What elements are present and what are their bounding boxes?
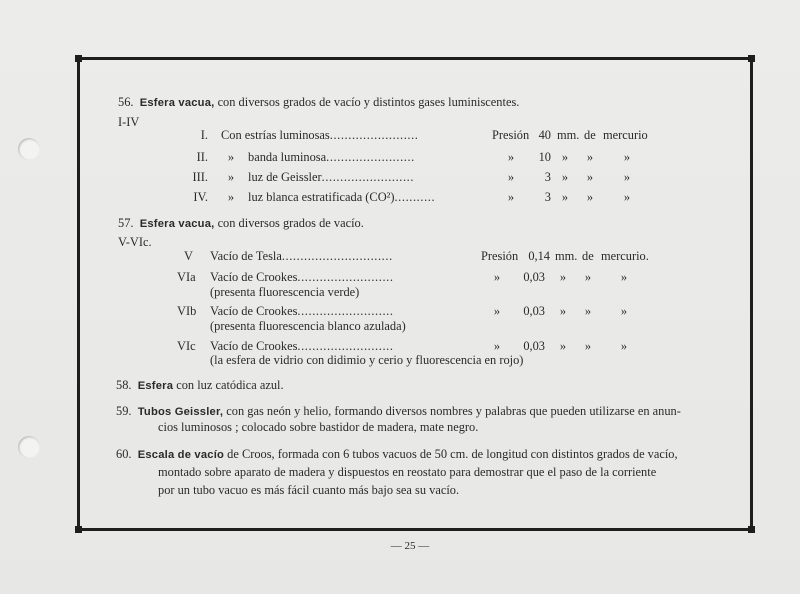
row-label: VIc (177, 339, 196, 353)
item-57-range: V-VIc. (118, 235, 152, 249)
ditto-mark: » (559, 270, 567, 284)
row-description: Con estrías luminosas........................ (221, 128, 419, 142)
row-description: banda luminosa........................ (248, 150, 415, 164)
row-value: 0,03 (523, 304, 545, 318)
item-60-line-3: por un tubo vacuo es más fácil cuanto más bajo sea su vacío. (158, 483, 460, 497)
row-description: Vacío de Crookes.......................... (210, 304, 394, 318)
row-label: II. (196, 150, 208, 164)
item-60-line-1 (116, 447, 678, 462)
row-label: IV. (193, 190, 208, 204)
ditto-mark: » (227, 190, 235, 204)
frame-right-border (750, 57, 753, 531)
row-value: 3 (544, 190, 551, 204)
row-unit: mm. (555, 249, 578, 263)
item-number: 56. (118, 95, 134, 109)
punch-hole-bottom (18, 436, 40, 458)
frame-corner (748, 526, 755, 533)
row-unit: mm. (557, 128, 580, 142)
item-title: Esfera (137, 380, 174, 392)
row-label: I. (200, 128, 208, 142)
item-title: Escala de vacío (137, 449, 225, 461)
ditto-mark: » (559, 304, 567, 318)
row-value: 0,03 (523, 339, 545, 353)
ditto-mark: » (586, 170, 594, 184)
row-label: V (184, 249, 193, 263)
row-description: luz de Geissler......................... (248, 170, 415, 184)
ditto-mark: » (561, 170, 569, 184)
row-label: VIa (177, 270, 196, 284)
item-number: 57. (118, 216, 134, 230)
ditto-mark: » (561, 150, 569, 164)
row-value: 40 (538, 128, 551, 142)
row-unit: de (584, 128, 596, 142)
row-label: III. (192, 170, 208, 184)
row-unit: de (582, 249, 594, 263)
frame-corner (748, 55, 755, 62)
row-value: 0,03 (523, 270, 545, 284)
item-text: de Croos, formada con 6 tubos vacuos de 50 cm. de longitud con distintos grados de vacío, (227, 447, 678, 461)
row-pressure-label: Presión (481, 249, 519, 263)
item-58-heading (116, 378, 284, 393)
frame-bottom-border (77, 528, 753, 531)
row-pressure-label: » (507, 150, 515, 164)
row-value: 3 (544, 170, 551, 184)
ditto-mark: » (586, 150, 594, 164)
ditto-mark: » (623, 170, 631, 184)
ditto-mark: » (620, 304, 628, 318)
frame-top-border (77, 57, 753, 60)
item-59-line-2: cios luminosos ; colocado sobre bastidor de madera, mate negro. (158, 420, 479, 434)
row-unit: mercurio (603, 128, 648, 142)
frame-corner (75, 526, 82, 533)
item-text: con luz catódica azul. (176, 378, 284, 392)
ditto-mark: » (623, 150, 631, 164)
row-value: 0,14 (528, 249, 550, 263)
item-text: con diversos grados de vacío. (217, 216, 364, 230)
row-pressure-label: » (507, 170, 515, 184)
item-title: Tubos Geissler, (137, 406, 224, 418)
ditto-mark: » (586, 190, 594, 204)
item-60-line-2: montado sobre aparato de madera y dispuestos en reostato para demostrar que el paso de la corriente (158, 465, 657, 479)
ditto-mark: » (559, 339, 567, 353)
row-pressure-label: Presión (492, 128, 530, 142)
item-57-heading (118, 216, 364, 231)
row-pressure-label: » (493, 339, 501, 353)
row-note: (la esfera de vidrio con didimio y cerio y fluorescencia en rojo) (210, 353, 524, 367)
page-number: — 25 — (390, 540, 430, 552)
ditto-mark: » (227, 150, 235, 164)
row-description: Vacío de Tesla.............................. (210, 249, 393, 263)
row-value: 10 (538, 150, 551, 164)
ditto-mark: » (620, 270, 628, 284)
row-note: (presenta fluorescencia verde) (210, 285, 360, 299)
row-pressure-label: » (493, 304, 501, 318)
row-description: Vacío de Crookes.......................... (210, 339, 394, 353)
frame-left-border (77, 57, 80, 531)
ditto-mark: » (584, 304, 592, 318)
row-unit: mercurio. (601, 249, 649, 263)
item-59-line-1 (116, 404, 681, 419)
frame-corner (75, 55, 82, 62)
item-text: con gas neón y helio, formando diversos nombres y palabras que pueden utilizarse en anun- (226, 404, 681, 418)
ditto-mark: » (584, 270, 592, 284)
row-pressure-label: » (493, 270, 501, 284)
item-title: Esfera vacua, (139, 218, 215, 230)
ditto-mark: » (561, 190, 569, 204)
row-description: luz blanca estratificada (CO²)........... (248, 190, 436, 204)
punch-hole-top (18, 138, 40, 160)
ditto-mark: » (620, 339, 628, 353)
item-text: con diversos grados de vacío y distintos gases luminiscentes. (217, 95, 520, 109)
row-description: Vacío de Crookes.......................... (210, 270, 394, 284)
item-number: 59. (116, 404, 132, 418)
row-label: VIb (177, 304, 197, 318)
row-note: (presenta fluorescencia blanco azulada) (210, 319, 406, 333)
item-56-heading (118, 95, 519, 110)
item-title: Esfera vacua, (139, 97, 215, 109)
ditto-mark: » (623, 190, 631, 204)
item-56-range: I-IV (118, 115, 140, 129)
ditto-mark: » (227, 170, 235, 184)
ditto-mark: » (584, 339, 592, 353)
item-number: 60. (116, 447, 132, 461)
item-number: 58. (116, 378, 132, 392)
row-pressure-label: » (507, 190, 515, 204)
